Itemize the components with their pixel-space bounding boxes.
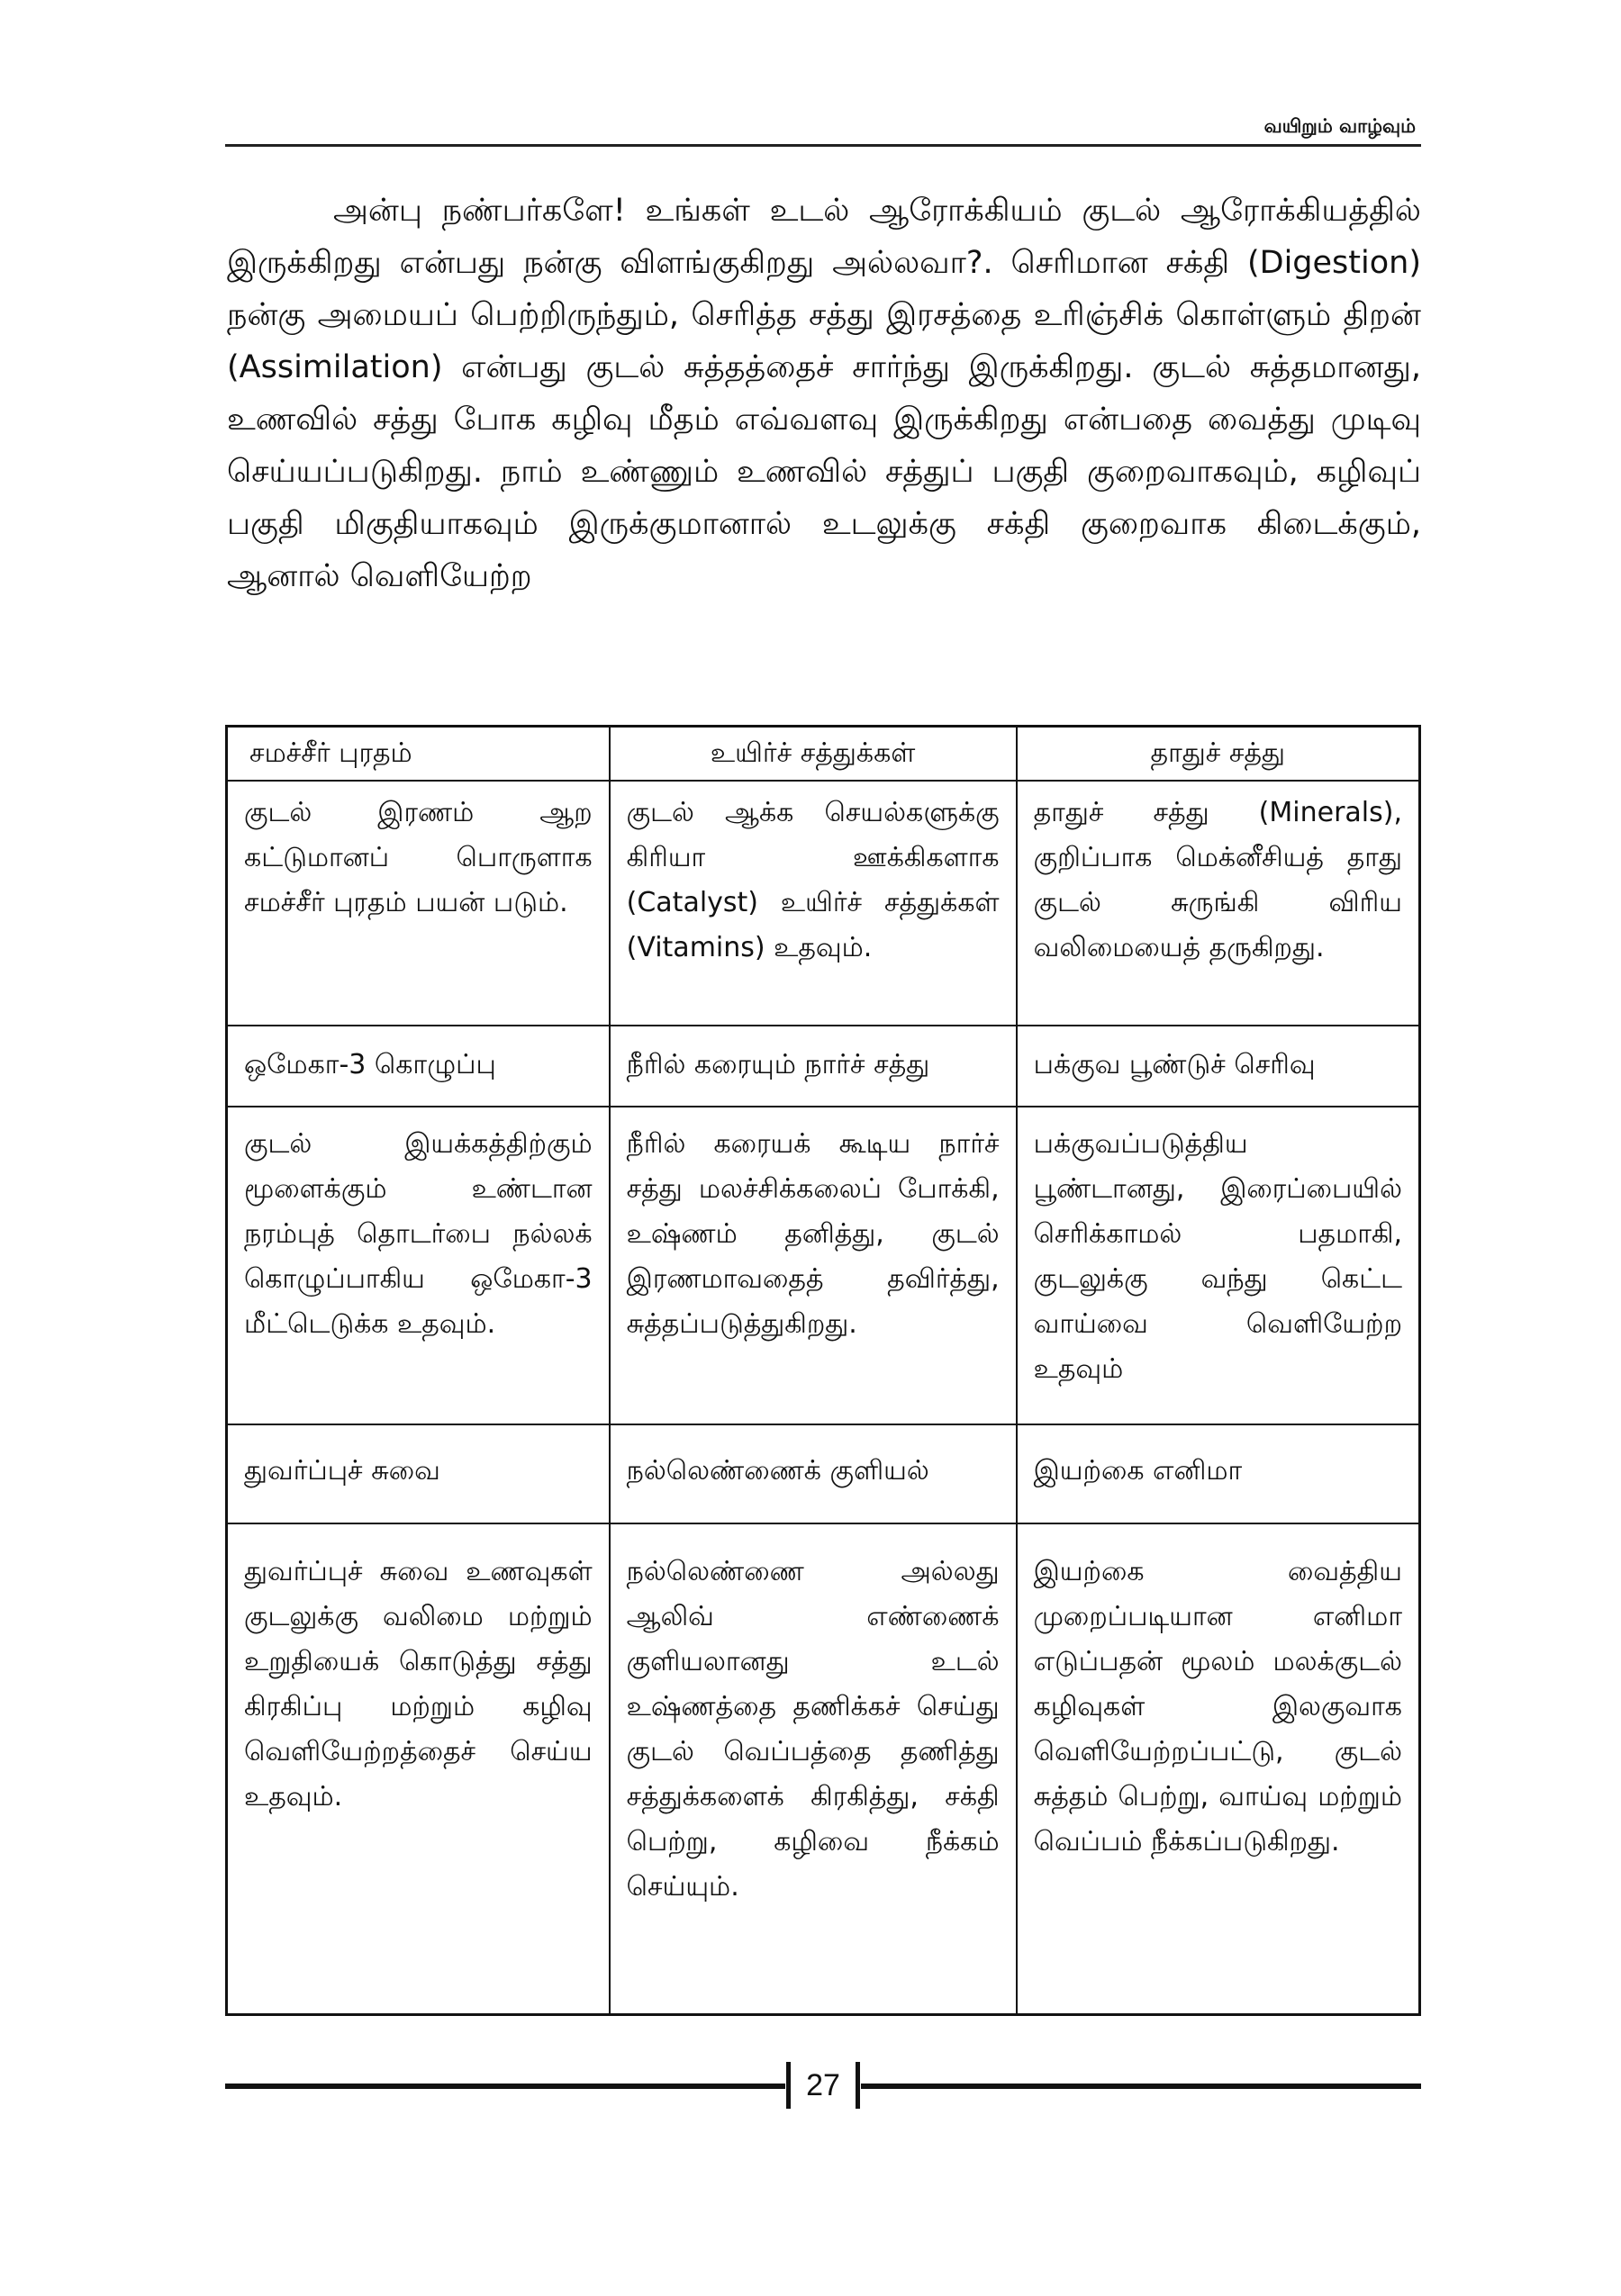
intro-paragraph: அன்பு நண்பர்களே! உங்கள் உடல் ஆரோக்கியம் குடல் ஆரோக்கியத்தில் இருக்கிறது என்பது நன்கு விளங்குகிறது அல்லவா?. செரிமான சக்தி (Digestion) நன்கு அமையப் பெற்றிருந்தும், செரித்த சத்து இரசத்தை உரிஞ்சிக் கொள்ளும் திறன் (Assimilation) என்பது குடல் சுத்தத்தைச் சார்ந்து இருக்கிறது. குடல் சுத்தமானது, உணவில் சத்து போக கழிவு மீதம் எவ்வளவு இருக்கிறது என்பதை வைத்து முடிவு செய்யப்படுகிறது. நாம் உண்ணும் உணவில் சத்துப் பகுதி குறைவாகவும், கழிவுப் பகுதி மிகுதியாகவும் இருக்குமானால் உடலுக்கு சக்தி குறைவாக கிடைக்கும், ஆனால் வெளியேற்ற <box>227 193 1421 594</box>
table-header-row <box>227 727 1420 782</box>
nutrient-table <box>225 725 1421 2016</box>
subheader-cell-omega3: ஒமேகா-3 கொழுப்பு <box>227 1026 610 1107</box>
header-cell-vitamins: உயிர்ச் சத்துக்கள் <box>610 727 1017 782</box>
table-subheader-row <box>227 1424 1420 1523</box>
table-row <box>227 781 1420 1026</box>
table-row <box>227 1107 1420 1424</box>
header-cell-minerals: தாதுச் சத்து <box>1017 727 1420 782</box>
header-rule <box>225 144 1421 147</box>
table-cell: நல்லெண்ணை அல்லது ஆலிவ் எண்ணைக் குளியலானது உடல் உஷ்ணத்தை தணிக்கச் செய்து குடல் வெப்பத்தை தணித்து சத்துக்களைக் கிரகித்து, சக்தி பெற்று, கழிவை நீக்கம் செய்யும். <box>610 1523 1017 2015</box>
table-cell: குடல் ஆக்க செயல்களுக்கு கிரியா ஊக்கிகளாக (Catalyst) உயிர்ச் சத்துக்கள் (Vitamins) உதவும். <box>610 781 1017 1026</box>
header-cell-balanced-protein: சமச்சீர் புரதம் <box>227 727 610 782</box>
table-cell: துவர்ப்புச் சுவை உணவுகள் குடலுக்கு வலிமை மற்றும் உறுதியைக் கொடுத்து சத்து கிரகிப்பு மற்றும் கழிவு வெளியேற்றத்தைச் செய்ய உதவும். <box>227 1523 610 2015</box>
table-cell: நீரில் கரையக் கூடிய நார்ச் சத்து மலச்சிக்கலைப் போக்கி, உஷ்ணம் தனித்து, குடல் இரணமாவதைத் தவிர்த்து, சுத்தப்படுத்துகிறது. <box>610 1107 1017 1424</box>
page-number: 27 <box>806 2068 840 2102</box>
subheader-cell-garlic: பக்குவ பூண்டுச் செரிவு <box>1017 1026 1420 1107</box>
table-cell: பக்குவப்படுத்திய பூண்டானது, இரைப்பையில் செரிக்காமல் பதமாகி, குடலுக்கு வந்து கெட்ட வாய்வை வெளியேற்ற உதவும் <box>1017 1107 1420 1424</box>
running-head: வயிறும் வாழ்வும் <box>1263 115 1416 137</box>
page-footer <box>225 2062 1421 2109</box>
footer-bar-right <box>856 2062 860 2109</box>
table-cell: தாதுச் சத்து (Minerals), குறிப்பாக மெக்னீசியத் தாது குடல் சுருங்கி விரிய வலிமையைத் தருகிறது. <box>1017 781 1420 1026</box>
table-cell: குடல் இரணம் ஆற கட்டுமானப் பொருளாக சமச்சீர் புரதம் பயன் படும். <box>227 781 610 1026</box>
subheader-cell-oil-bath: நல்லெண்ணைக் குளியல் <box>610 1424 1017 1523</box>
subheader-cell-astringent-taste: துவர்ப்புச் சுவை <box>227 1424 610 1523</box>
table-cell: குடல் இயக்கத்திற்கும் மூளைக்கும் உண்டான நரம்புத் தொடர்பை நல்லக் கொழுப்பாகிய ஒமேகா-3 மீட்டெடுக்க உதவும். <box>227 1107 610 1424</box>
table-cell: இயற்கை வைத்திய முறைப்படியான எனிமா எடுப்பதன் மூலம் மலக்குடல் கழிவுகள் இலகுவாக வெளியேற்றப்பட்டு, குடல் சுத்தம் பெற்று, வாய்வு மற்றும் வெப்பம் நீக்கப்படுகிறது. <box>1017 1523 1420 2015</box>
subheader-cell-natural-enema: இயற்கை எனிமா <box>1017 1424 1420 1523</box>
footer-rule-left <box>225 2084 785 2089</box>
subheader-cell-soluble-fiber: நீரில் கரையும் நார்ச் சத்து <box>610 1026 1017 1107</box>
table-subheader-row <box>227 1026 1420 1107</box>
footer-rule-right <box>861 2084 1421 2089</box>
table-row <box>227 1523 1420 2015</box>
